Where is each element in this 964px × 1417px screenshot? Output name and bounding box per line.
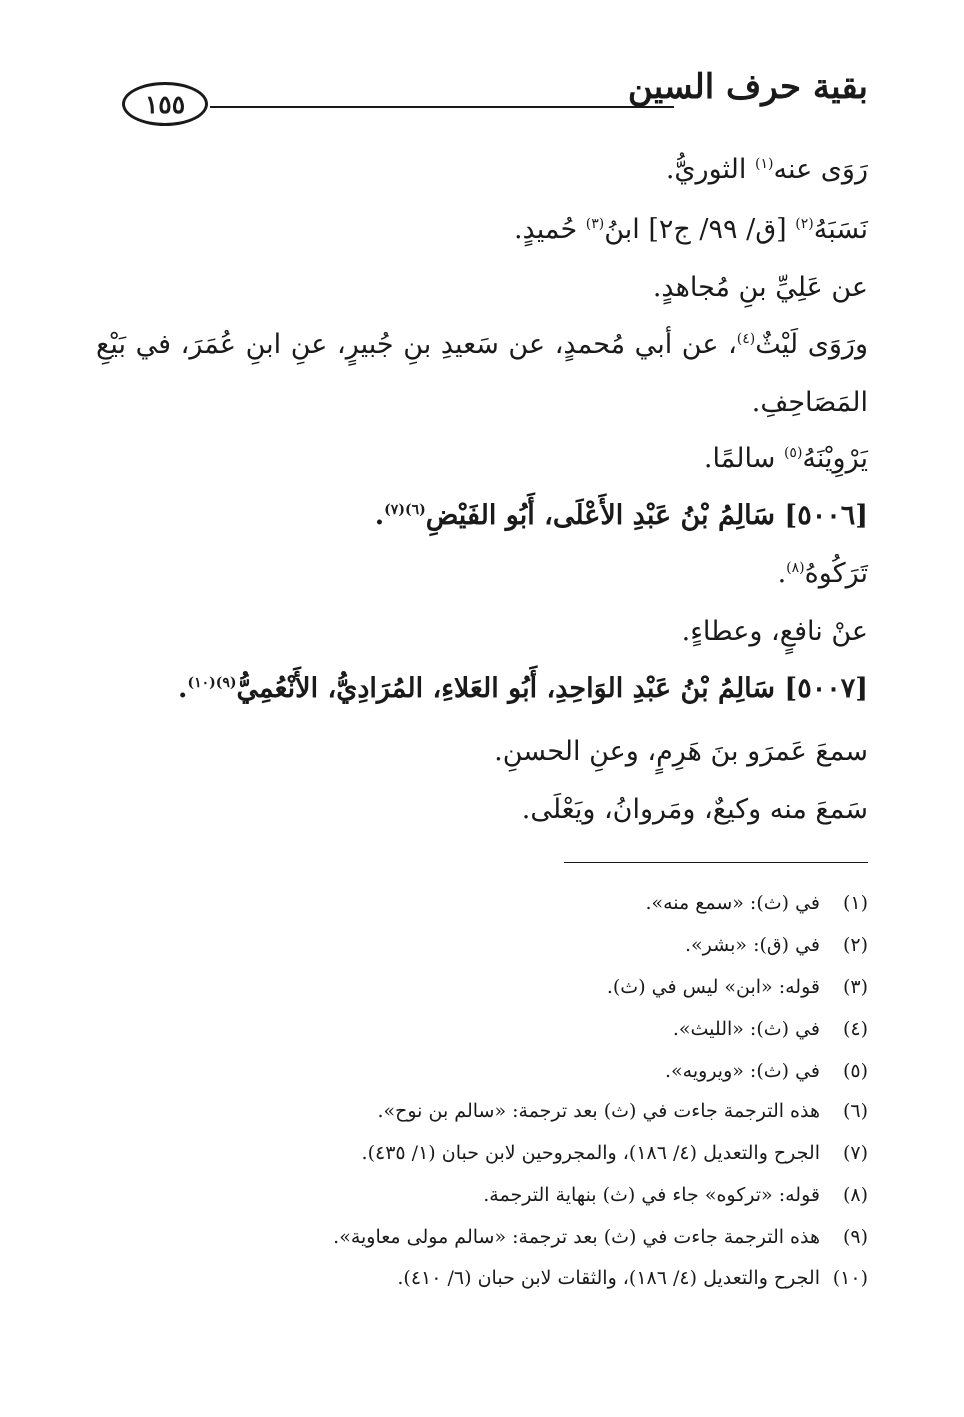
footnote-text: في (ق): «بشر». [685,934,820,956]
footnote-5 [96,1059,868,1084]
body-line-2: نَسَبَهُ$^{(٢)}$ [ق/ ٩٩/ ج٢] ابنُ$^{(٣)}$ حُميدٍ. [513,214,868,245]
footnote-number: (١٠) [832,1267,868,1289]
footnote-text: هذه الترجمة جاءت في (ث) بعد ترجمة: «سالم بن نوح». [377,1100,820,1122]
footnote-ref: (٥) [783,445,803,461]
footnote-number: (٣) [842,976,868,998]
footnote-ref: (٤) [736,331,756,347]
footnote-number: (٢) [842,934,868,956]
page-number-oval [122,82,208,126]
body-line-4: ورَوَى لَيْثٌ$^{(٤)}$، عن أبي مُحمدٍ، عن سَعيدِ بنِ جُبيرٍ، عنِ ابنِ عُمَرَ، في بَيْعِ [96,329,869,360]
entry-heading-5006: [٥٠٠٦] سَالِمُ بْنُ عَبْدِ الأَعْلَى، أَبُو الفَيْضِ$^{(٦)(٧)}$. [374,500,868,531]
page-number: ١٥٥ [144,89,186,119]
body-line-3: عن عَلِيِّ بنِ مُجاهدٍ. [652,272,868,303]
footnote-text: في (ث): «سمع منه». [645,892,820,914]
footnote-1 [96,891,868,916]
body-line-9: عنْ نافعٍ، وعطاءٍ. [681,616,868,647]
body-line-8: تَرَكُوهُ$^{(٨)}$. [777,558,868,589]
footnote-7 [96,1141,868,1166]
footnote-number: (٥) [842,1060,868,1082]
footnote-number: (٨) [842,1184,868,1206]
footnote-10 [96,1266,868,1291]
body-line-12: سَمعَ منه وكيعٌ، ومَروانُ، ويَعْلَى. [521,794,868,825]
footnote-ref: (٩)(١٠) [187,675,237,691]
body-line-1: رَوَى عنه$^{(١)}$ الثوريُّ. [665,154,868,185]
body-line-11: سمعَ عَمرَو بنَ هَرِمٍ، وعنِ الحسنِ. [494,736,868,767]
footnote-ref: (٣) [585,216,605,232]
footnote-number: (٧) [842,1142,868,1164]
body-line-6: يَرْوِيْنَهُ$^{(٥)}$ سالمًا. [703,443,868,474]
footnote-6 [96,1099,868,1124]
footnote-3 [96,975,868,1000]
body-line-5: المَصَاحِفِ. [751,387,868,418]
footnote-8 [96,1183,868,1208]
footnote-number: (١) [842,892,868,914]
footnote-4 [96,1017,868,1042]
footnote-rule [564,862,868,863]
footnote-text: في (ث): «الليث». [672,1018,820,1040]
footnote-text: قوله: «تركوه» جاء في (ث) بنهاية الترجمة. [483,1184,820,1206]
footnote-text: الجرح والتعديل (٤/ ١٨٦)، والثقات لابن حبان (٦/ ٤١٠). [397,1267,820,1289]
footnote-text: هذه الترجمة جاءت في (ث) بعد ترجمة: «سالم مولى معاوية». [333,1226,820,1248]
header-rule [210,106,674,108]
footnote-number: (٤) [842,1018,868,1040]
footnote-text: قوله: «ابن» ليس في (ث). [606,976,820,998]
footnote-9 [96,1225,868,1250]
footnote-number: (٩) [842,1226,868,1248]
footnote-ref: (١) [755,156,774,172]
footnote-ref: (٨) [786,560,805,576]
footnote-number: (٦) [842,1100,868,1122]
footnote-ref: (٢) [795,216,814,232]
running-title: بقية حرف السين [627,67,868,107]
entry-heading-5007: [٥٠٠٧] سَالِمُ بْنُ عَبْدِ الوَاحِدِ، أَبُو العَلاءِ، المُرَادِيُّ، الأَنْعُمِيُّ$^{(٩)(١٠)}$. [178,673,868,704]
footnote-text: في (ث): «ويرويه». [665,1060,820,1082]
footnote-ref: (٦)(٧) [384,502,426,518]
footnote-text: الجرح والتعديل (٤/ ١٨٦)، والمجروحين لابن حبان (١/ ٤٣٥). [361,1142,820,1164]
footnote-2 [96,933,868,958]
